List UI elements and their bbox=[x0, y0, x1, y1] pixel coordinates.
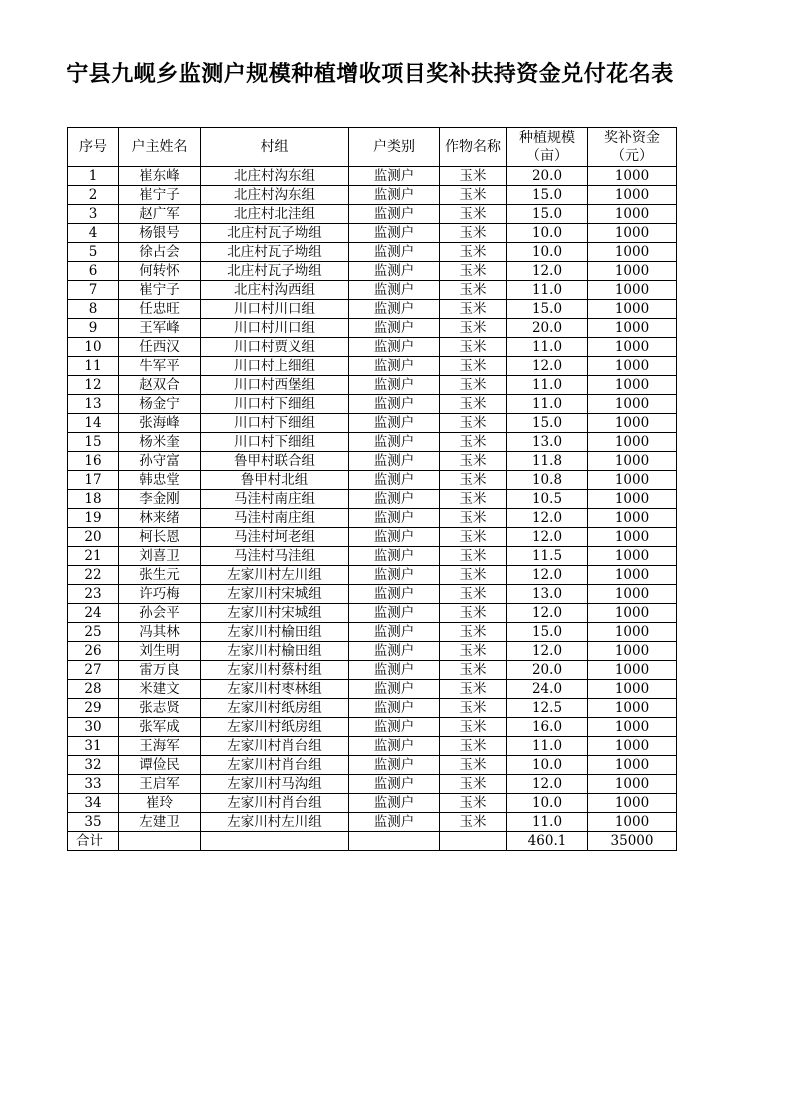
table-row bbox=[68, 623, 677, 642]
cell-name: 孙守富 bbox=[119, 452, 201, 471]
cell-village: 川口村下细组 bbox=[201, 433, 349, 452]
cell-fund: 1000 bbox=[588, 300, 677, 319]
cell-fund: 1000 bbox=[588, 433, 677, 452]
cell-name: 林来绪 bbox=[119, 509, 201, 528]
cell-crop: 玉米 bbox=[440, 243, 507, 262]
header-crop: 作物名称 bbox=[440, 128, 507, 167]
cell-crop: 玉米 bbox=[440, 433, 507, 452]
fund-table bbox=[67, 127, 677, 851]
cell-type: 监测户 bbox=[349, 376, 440, 395]
cell-seq: 3 bbox=[68, 205, 119, 224]
cell-seq: 12 bbox=[68, 376, 119, 395]
cell-area: 20.0 bbox=[507, 319, 588, 338]
cell-village: 左家川村纸房组 bbox=[201, 699, 349, 718]
table-row bbox=[68, 300, 677, 319]
table-row bbox=[68, 813, 677, 832]
cell-type: 监测户 bbox=[349, 471, 440, 490]
cell-type: 监测户 bbox=[349, 452, 440, 471]
total-label: 合计 bbox=[68, 832, 119, 851]
cell-area: 12.0 bbox=[507, 642, 588, 661]
cell-village: 左家川村蔡村组 bbox=[201, 661, 349, 680]
cell-crop: 玉米 bbox=[440, 224, 507, 243]
cell-fund: 1000 bbox=[588, 205, 677, 224]
cell-crop: 玉米 bbox=[440, 813, 507, 832]
cell-type: 监测户 bbox=[349, 186, 440, 205]
total-fund: 35000 bbox=[588, 832, 677, 851]
cell-type: 监测户 bbox=[349, 433, 440, 452]
cell-fund: 1000 bbox=[588, 414, 677, 433]
cell-fund: 1000 bbox=[588, 604, 677, 623]
table-row bbox=[68, 414, 677, 433]
cell-area: 10.8 bbox=[507, 471, 588, 490]
cell-village: 川口村西堡组 bbox=[201, 376, 349, 395]
cell-village: 左家川村左川组 bbox=[201, 813, 349, 832]
cell-type: 监测户 bbox=[349, 623, 440, 642]
cell-name: 任忠旺 bbox=[119, 300, 201, 319]
cell-seq: 25 bbox=[68, 623, 119, 642]
cell-area: 11.0 bbox=[507, 395, 588, 414]
cell-type: 监测户 bbox=[349, 357, 440, 376]
cell-seq: 18 bbox=[68, 490, 119, 509]
table-row bbox=[68, 585, 677, 604]
table-row bbox=[68, 737, 677, 756]
cell-area: 12.0 bbox=[507, 357, 588, 376]
cell-village: 左家川村榆田组 bbox=[201, 623, 349, 642]
cell-seq: 33 bbox=[68, 775, 119, 794]
cell-village: 左家川村宋城组 bbox=[201, 585, 349, 604]
table-row bbox=[68, 224, 677, 243]
cell-area: 12.5 bbox=[507, 699, 588, 718]
cell-area: 10.0 bbox=[507, 756, 588, 775]
table-row bbox=[68, 566, 677, 585]
cell-village: 川口村川口组 bbox=[201, 319, 349, 338]
cell-area: 12.0 bbox=[507, 775, 588, 794]
cell-village: 左家川村枣林组 bbox=[201, 680, 349, 699]
cell-area: 20.0 bbox=[507, 661, 588, 680]
cell-area: 12.0 bbox=[507, 528, 588, 547]
total-empty-cell bbox=[349, 832, 440, 851]
cell-type: 监测户 bbox=[349, 775, 440, 794]
cell-name: 米建文 bbox=[119, 680, 201, 699]
cell-name: 张生元 bbox=[119, 566, 201, 585]
table-row bbox=[68, 243, 677, 262]
cell-fund: 1000 bbox=[588, 566, 677, 585]
total-empty-cell bbox=[440, 832, 507, 851]
cell-type: 监测户 bbox=[349, 604, 440, 623]
cell-fund: 1000 bbox=[588, 186, 677, 205]
cell-crop: 玉米 bbox=[440, 357, 507, 376]
cell-type: 监测户 bbox=[349, 262, 440, 281]
table-row bbox=[68, 262, 677, 281]
cell-name: 张海峰 bbox=[119, 414, 201, 433]
cell-fund: 1000 bbox=[588, 452, 677, 471]
cell-name: 韩忠堂 bbox=[119, 471, 201, 490]
header-area: 种植规模（亩） bbox=[507, 128, 588, 167]
table-row bbox=[68, 775, 677, 794]
cell-name: 谭俭民 bbox=[119, 756, 201, 775]
cell-crop: 玉米 bbox=[440, 452, 507, 471]
table-row bbox=[68, 490, 677, 509]
cell-village: 北庄村沟西组 bbox=[201, 281, 349, 300]
table-row bbox=[68, 433, 677, 452]
cell-area: 10.0 bbox=[507, 794, 588, 813]
cell-village: 马洼村南庄组 bbox=[201, 490, 349, 509]
cell-village: 左家川村宋城组 bbox=[201, 604, 349, 623]
cell-fund: 1000 bbox=[588, 623, 677, 642]
cell-fund: 1000 bbox=[588, 281, 677, 300]
cell-area: 15.0 bbox=[507, 205, 588, 224]
cell-type: 监测户 bbox=[349, 338, 440, 357]
cell-type: 监测户 bbox=[349, 566, 440, 585]
cell-seq: 13 bbox=[68, 395, 119, 414]
cell-seq: 20 bbox=[68, 528, 119, 547]
cell-fund: 1000 bbox=[588, 243, 677, 262]
cell-seq: 23 bbox=[68, 585, 119, 604]
cell-seq: 11 bbox=[68, 357, 119, 376]
cell-seq: 21 bbox=[68, 547, 119, 566]
table-row bbox=[68, 319, 677, 338]
cell-village: 左家川村左川组 bbox=[201, 566, 349, 585]
table-row bbox=[68, 756, 677, 775]
cell-village: 马洼村马洼组 bbox=[201, 547, 349, 566]
cell-seq: 34 bbox=[68, 794, 119, 813]
cell-name: 徐占会 bbox=[119, 243, 201, 262]
cell-fund: 1000 bbox=[588, 490, 677, 509]
table-row bbox=[68, 680, 677, 699]
cell-seq: 19 bbox=[68, 509, 119, 528]
header-seq: 序号 bbox=[68, 128, 119, 167]
cell-type: 监测户 bbox=[349, 281, 440, 300]
cell-name: 崔东峰 bbox=[119, 167, 201, 186]
cell-type: 监测户 bbox=[349, 718, 440, 737]
cell-village: 川口村川口组 bbox=[201, 300, 349, 319]
cell-name: 张军成 bbox=[119, 718, 201, 737]
cell-name: 王启军 bbox=[119, 775, 201, 794]
cell-seq: 27 bbox=[68, 661, 119, 680]
cell-crop: 玉米 bbox=[440, 756, 507, 775]
cell-area: 12.0 bbox=[507, 262, 588, 281]
header-name: 户主姓名 bbox=[119, 128, 201, 167]
cell-fund: 1000 bbox=[588, 471, 677, 490]
cell-crop: 玉米 bbox=[440, 661, 507, 680]
cell-area: 15.0 bbox=[507, 300, 588, 319]
cell-fund: 1000 bbox=[588, 775, 677, 794]
cell-crop: 玉米 bbox=[440, 414, 507, 433]
cell-type: 监测户 bbox=[349, 642, 440, 661]
cell-seq: 10 bbox=[68, 338, 119, 357]
cell-seq: 5 bbox=[68, 243, 119, 262]
cell-type: 监测户 bbox=[349, 490, 440, 509]
cell-seq: 7 bbox=[68, 281, 119, 300]
cell-area: 10.0 bbox=[507, 243, 588, 262]
cell-fund: 1000 bbox=[588, 642, 677, 661]
table-row bbox=[68, 281, 677, 300]
cell-name: 孙会平 bbox=[119, 604, 201, 623]
cell-area: 11.8 bbox=[507, 452, 588, 471]
cell-crop: 玉米 bbox=[440, 547, 507, 566]
cell-crop: 玉米 bbox=[440, 167, 507, 186]
cell-seq: 9 bbox=[68, 319, 119, 338]
cell-fund: 1000 bbox=[588, 509, 677, 528]
cell-name: 崔宁子 bbox=[119, 281, 201, 300]
cell-fund: 1000 bbox=[588, 547, 677, 566]
cell-type: 监测户 bbox=[349, 661, 440, 680]
header-fund: 奖补资金（元） bbox=[588, 128, 677, 167]
cell-area: 11.0 bbox=[507, 376, 588, 395]
table-row bbox=[68, 604, 677, 623]
cell-name: 王海军 bbox=[119, 737, 201, 756]
cell-name: 赵广军 bbox=[119, 205, 201, 224]
cell-fund: 1000 bbox=[588, 585, 677, 604]
table-row bbox=[68, 395, 677, 414]
table-row bbox=[68, 167, 677, 186]
cell-village: 川口村下细组 bbox=[201, 414, 349, 433]
cell-village: 北庄村瓦子坳组 bbox=[201, 243, 349, 262]
header-type: 户类别 bbox=[349, 128, 440, 167]
cell-area: 24.0 bbox=[507, 680, 588, 699]
cell-seq: 14 bbox=[68, 414, 119, 433]
cell-area: 11.0 bbox=[507, 813, 588, 832]
cell-name: 刘喜卫 bbox=[119, 547, 201, 566]
cell-name: 雷万良 bbox=[119, 661, 201, 680]
cell-village: 左家川村肖台组 bbox=[201, 737, 349, 756]
cell-crop: 玉米 bbox=[440, 528, 507, 547]
cell-type: 监测户 bbox=[349, 319, 440, 338]
cell-fund: 1000 bbox=[588, 661, 677, 680]
cell-type: 监测户 bbox=[349, 167, 440, 186]
table-row bbox=[68, 528, 677, 547]
cell-fund: 1000 bbox=[588, 756, 677, 775]
cell-fund: 1000 bbox=[588, 718, 677, 737]
cell-type: 监测户 bbox=[349, 224, 440, 243]
cell-crop: 玉米 bbox=[440, 718, 507, 737]
cell-fund: 1000 bbox=[588, 167, 677, 186]
cell-type: 监测户 bbox=[349, 509, 440, 528]
cell-seq: 1 bbox=[68, 167, 119, 186]
cell-area: 11.0 bbox=[507, 737, 588, 756]
cell-type: 监测户 bbox=[349, 300, 440, 319]
total-row bbox=[68, 832, 677, 851]
cell-village: 左家川村马沟组 bbox=[201, 775, 349, 794]
cell-name: 王军峰 bbox=[119, 319, 201, 338]
cell-type: 监测户 bbox=[349, 699, 440, 718]
cell-village: 北庄村瓦子坳组 bbox=[201, 224, 349, 243]
cell-village: 川口村上细组 bbox=[201, 357, 349, 376]
cell-crop: 玉米 bbox=[440, 281, 507, 300]
cell-fund: 1000 bbox=[588, 680, 677, 699]
cell-name: 牛军平 bbox=[119, 357, 201, 376]
cell-fund: 1000 bbox=[588, 357, 677, 376]
table-row bbox=[68, 547, 677, 566]
cell-seq: 17 bbox=[68, 471, 119, 490]
cell-name: 左建卫 bbox=[119, 813, 201, 832]
cell-name: 崔宁子 bbox=[119, 186, 201, 205]
cell-village: 川口村贾义组 bbox=[201, 338, 349, 357]
cell-crop: 玉米 bbox=[440, 680, 507, 699]
cell-crop: 玉米 bbox=[440, 300, 507, 319]
table-row bbox=[68, 205, 677, 224]
cell-crop: 玉米 bbox=[440, 604, 507, 623]
table-row bbox=[68, 718, 677, 737]
table-row bbox=[68, 338, 677, 357]
cell-village: 北庄村瓦子坳组 bbox=[201, 262, 349, 281]
cell-crop: 玉米 bbox=[440, 376, 507, 395]
cell-crop: 玉米 bbox=[440, 794, 507, 813]
cell-village: 左家川村纸房组 bbox=[201, 718, 349, 737]
cell-crop: 玉米 bbox=[440, 566, 507, 585]
header-village: 村组 bbox=[201, 128, 349, 167]
cell-name: 李金刚 bbox=[119, 490, 201, 509]
cell-fund: 1000 bbox=[588, 813, 677, 832]
cell-crop: 玉米 bbox=[440, 585, 507, 604]
cell-crop: 玉米 bbox=[440, 186, 507, 205]
cell-seq: 2 bbox=[68, 186, 119, 205]
cell-name: 杨米奎 bbox=[119, 433, 201, 452]
cell-fund: 1000 bbox=[588, 528, 677, 547]
cell-area: 15.0 bbox=[507, 623, 588, 642]
cell-fund: 1000 bbox=[588, 224, 677, 243]
cell-crop: 玉米 bbox=[440, 509, 507, 528]
cell-area: 15.0 bbox=[507, 186, 588, 205]
cell-type: 监测户 bbox=[349, 680, 440, 699]
table-body bbox=[68, 167, 677, 832]
document-title: 宁县九岘乡监测户规模种植增收项目奖补扶持资金兑付花名表 bbox=[66, 62, 674, 87]
cell-name: 冯其林 bbox=[119, 623, 201, 642]
cell-crop: 玉米 bbox=[440, 642, 507, 661]
cell-type: 监测户 bbox=[349, 528, 440, 547]
cell-village: 左家川村榆田组 bbox=[201, 642, 349, 661]
cell-seq: 24 bbox=[68, 604, 119, 623]
cell-type: 监测户 bbox=[349, 205, 440, 224]
cell-name: 张志贤 bbox=[119, 699, 201, 718]
cell-area: 13.0 bbox=[507, 433, 588, 452]
cell-village: 北庄村沟东组 bbox=[201, 186, 349, 205]
cell-seq: 29 bbox=[68, 699, 119, 718]
cell-seq: 16 bbox=[68, 452, 119, 471]
cell-type: 监测户 bbox=[349, 395, 440, 414]
cell-village: 左家川村肖台组 bbox=[201, 794, 349, 813]
cell-seq: 32 bbox=[68, 756, 119, 775]
cell-name: 杨银号 bbox=[119, 224, 201, 243]
cell-fund: 1000 bbox=[588, 699, 677, 718]
cell-crop: 玉米 bbox=[440, 775, 507, 794]
cell-village: 马洼村坷老组 bbox=[201, 528, 349, 547]
cell-area: 20.0 bbox=[507, 167, 588, 186]
cell-name: 崔玲 bbox=[119, 794, 201, 813]
cell-name: 柯长恩 bbox=[119, 528, 201, 547]
cell-area: 12.0 bbox=[507, 566, 588, 585]
cell-fund: 1000 bbox=[588, 794, 677, 813]
cell-fund: 1000 bbox=[588, 338, 677, 357]
cell-seq: 26 bbox=[68, 642, 119, 661]
cell-name: 刘生明 bbox=[119, 642, 201, 661]
cell-crop: 玉米 bbox=[440, 205, 507, 224]
table-row bbox=[68, 661, 677, 680]
cell-seq: 31 bbox=[68, 737, 119, 756]
cell-area: 10.5 bbox=[507, 490, 588, 509]
cell-area: 12.0 bbox=[507, 509, 588, 528]
cell-area: 11.5 bbox=[507, 547, 588, 566]
cell-crop: 玉米 bbox=[440, 338, 507, 357]
cell-type: 监测户 bbox=[349, 547, 440, 566]
cell-seq: 6 bbox=[68, 262, 119, 281]
cell-village: 北庄村沟东组 bbox=[201, 167, 349, 186]
cell-village: 鲁甲村联合组 bbox=[201, 452, 349, 471]
cell-village: 鲁甲村北组 bbox=[201, 471, 349, 490]
cell-area: 13.0 bbox=[507, 585, 588, 604]
cell-name: 何转怀 bbox=[119, 262, 201, 281]
cell-fund: 1000 bbox=[588, 319, 677, 338]
cell-fund: 1000 bbox=[588, 395, 677, 414]
cell-crop: 玉米 bbox=[440, 623, 507, 642]
cell-name: 赵双合 bbox=[119, 376, 201, 395]
cell-area: 15.0 bbox=[507, 414, 588, 433]
table-row bbox=[68, 794, 677, 813]
table-row bbox=[68, 471, 677, 490]
cell-village: 川口村下细组 bbox=[201, 395, 349, 414]
table-row bbox=[68, 509, 677, 528]
cell-village: 左家川村肖台组 bbox=[201, 756, 349, 775]
table-row bbox=[68, 452, 677, 471]
cell-name: 任西汉 bbox=[119, 338, 201, 357]
cell-fund: 1000 bbox=[588, 737, 677, 756]
cell-type: 监测户 bbox=[349, 813, 440, 832]
cell-crop: 玉米 bbox=[440, 319, 507, 338]
cell-type: 监测户 bbox=[349, 794, 440, 813]
cell-type: 监测户 bbox=[349, 737, 440, 756]
total-empty-cell bbox=[119, 832, 201, 851]
cell-seq: 4 bbox=[68, 224, 119, 243]
cell-seq: 8 bbox=[68, 300, 119, 319]
cell-type: 监测户 bbox=[349, 756, 440, 775]
cell-crop: 玉米 bbox=[440, 262, 507, 281]
cell-name: 许巧梅 bbox=[119, 585, 201, 604]
cell-fund: 1000 bbox=[588, 376, 677, 395]
table-row bbox=[68, 376, 677, 395]
cell-area: 10.0 bbox=[507, 224, 588, 243]
cell-seq: 30 bbox=[68, 718, 119, 737]
table-row bbox=[68, 186, 677, 205]
cell-seq: 28 bbox=[68, 680, 119, 699]
cell-area: 11.0 bbox=[507, 281, 588, 300]
cell-name: 杨金宁 bbox=[119, 395, 201, 414]
table-row bbox=[68, 642, 677, 661]
cell-area: 16.0 bbox=[507, 718, 588, 737]
cell-area: 12.0 bbox=[507, 604, 588, 623]
header-row bbox=[68, 128, 677, 167]
cell-crop: 玉米 bbox=[440, 737, 507, 756]
total-empty-cell bbox=[201, 832, 349, 851]
cell-crop: 玉米 bbox=[440, 471, 507, 490]
cell-seq: 35 bbox=[68, 813, 119, 832]
cell-type: 监测户 bbox=[349, 414, 440, 433]
cell-village: 马洼村南庄组 bbox=[201, 509, 349, 528]
cell-crop: 玉米 bbox=[440, 490, 507, 509]
cell-crop: 玉米 bbox=[440, 699, 507, 718]
cell-village: 北庄村北洼组 bbox=[201, 205, 349, 224]
cell-type: 监测户 bbox=[349, 243, 440, 262]
cell-area: 11.0 bbox=[507, 338, 588, 357]
cell-seq: 15 bbox=[68, 433, 119, 452]
cell-crop: 玉米 bbox=[440, 395, 507, 414]
cell-seq: 22 bbox=[68, 566, 119, 585]
table-row bbox=[68, 357, 677, 376]
table-row bbox=[68, 699, 677, 718]
cell-fund: 1000 bbox=[588, 262, 677, 281]
cell-type: 监测户 bbox=[349, 585, 440, 604]
total-area: 460.1 bbox=[507, 832, 588, 851]
